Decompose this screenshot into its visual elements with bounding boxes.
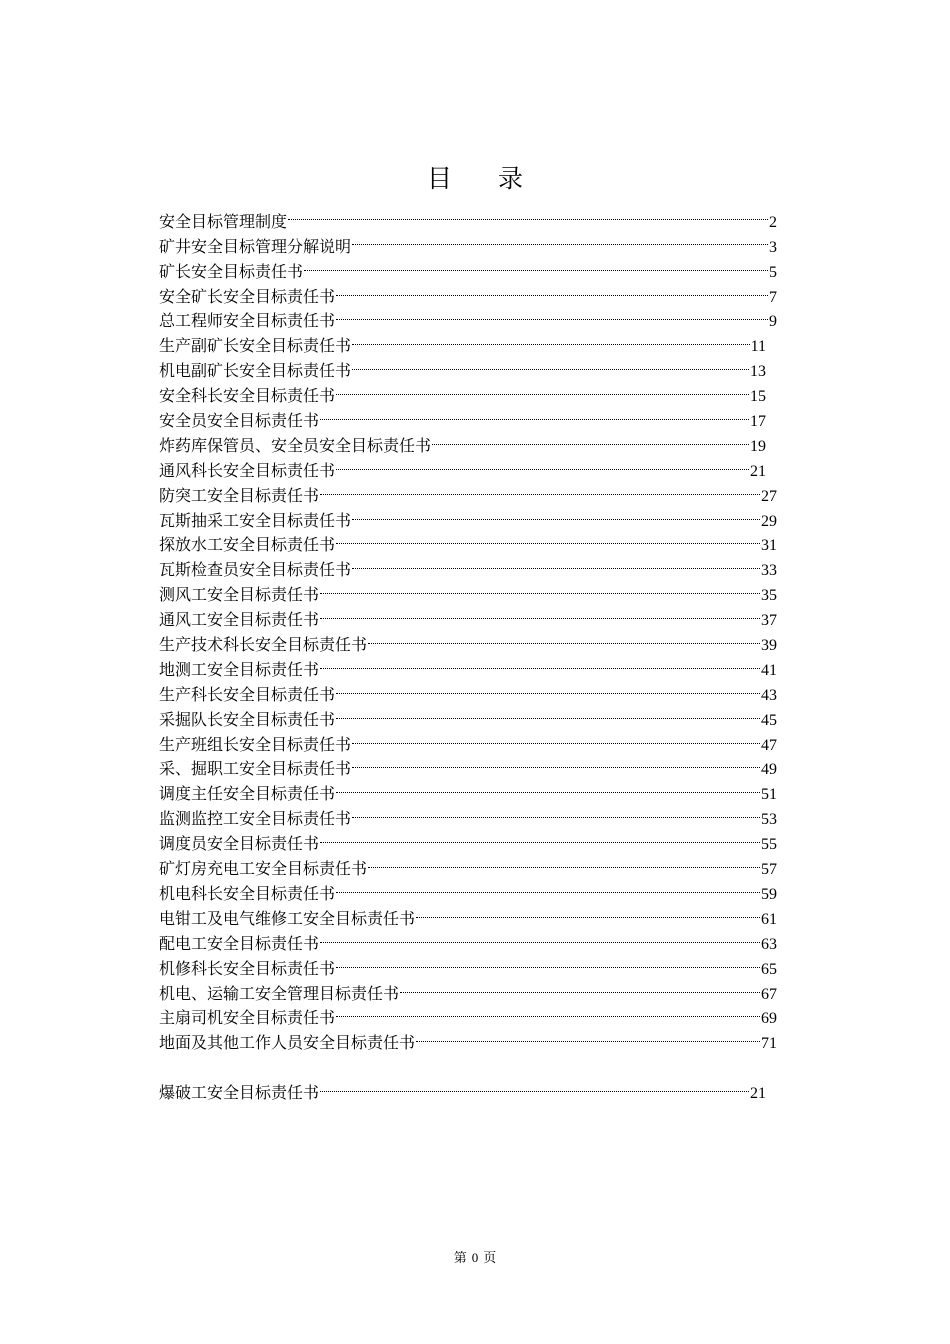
dot-leader: [352, 750, 760, 775]
dot-leader: [336, 376, 749, 401]
footer-page-number: 0: [471, 1250, 479, 1265]
dot-leader: [320, 401, 749, 426]
toc-entry-page-number: 49: [761, 761, 777, 779]
toc-entry-page-number: 61: [761, 910, 777, 928]
dot-leader: [336, 451, 749, 476]
toc-entry-label: 爆破工安全目标责任书: [159, 1083, 320, 1103]
dot-leader: [320, 824, 760, 849]
toc-entry-page-number: 65: [761, 960, 777, 978]
toc-entry-label: 矿灯房充电工安全目标责任书: [159, 859, 368, 879]
toc-entry-label: 采、掘职工安全目标责任书: [159, 759, 352, 779]
toc-entry-label: 调度员安全目标责任书: [159, 834, 320, 854]
dot-leader: [336, 700, 760, 725]
toc-entry-page-number: 47: [761, 736, 777, 754]
toc-title-char-1: 目: [426, 164, 452, 193]
dot-leader: [336, 774, 760, 799]
toc-entry-page-number: 33: [761, 562, 777, 580]
toc-entry-label: 采掘队长安全目标责任书: [159, 709, 336, 729]
toc-entry-label: 机电副矿长安全目标责任书: [159, 361, 352, 381]
toc-entry-label: 瓦斯抽采工安全目标责任书: [159, 510, 352, 530]
toc-entry-label: 主扇司机安全目标责任书: [159, 1008, 336, 1028]
dot-leader: [336, 277, 768, 302]
dot-leader: [336, 949, 760, 974]
toc-entry-label: 通风科长安全目标责任书: [159, 460, 336, 480]
toc-entry-label: 生产技术科长安全目标责任书: [159, 635, 368, 655]
toc-entry-label: 机修科长安全目标责任书: [159, 958, 336, 978]
toc-entry-page-number: 41: [761, 661, 777, 679]
dot-leader: [416, 899, 760, 924]
dot-leader: [352, 725, 760, 750]
toc-entry-label: 防突工安全目标责任书: [159, 485, 320, 505]
footer-prefix: 第: [453, 1251, 467, 1266]
toc-entry-page-number: 53: [761, 811, 777, 829]
dot-leader: [368, 625, 760, 650]
toc-entry-page-number: 69: [761, 1010, 777, 1028]
toc-entry-page-number: 31: [761, 537, 777, 555]
toc-entry-page-number: 55: [761, 836, 777, 854]
dot-leader: [352, 227, 768, 252]
toc-entry-page-number: 67: [761, 985, 777, 1003]
dot-leader: [320, 476, 760, 501]
dot-leader: [352, 351, 749, 376]
toc-entry-page-number: 45: [761, 711, 777, 729]
toc-entry-page-number: 3: [769, 238, 777, 256]
toc-entry-page-number: 15: [750, 388, 766, 406]
dot-leader: [336, 675, 760, 700]
toc-entry-label: 总工程师安全目标责任书: [159, 311, 336, 331]
toc-entry-page-number: 2: [769, 213, 777, 231]
footer-suffix: 页: [483, 1251, 497, 1266]
toc-entry-page-number: 21: [750, 1085, 766, 1103]
toc-entry-page-number: 43: [761, 686, 777, 704]
toc-entry-page-number: 37: [761, 612, 777, 630]
toc-entry-label: 监测监控工安全目标责任书: [159, 809, 352, 829]
toc-title: [0, 162, 950, 196]
dot-leader: [352, 799, 760, 824]
toc-entry-label: 生产科长安全目标责任书: [159, 684, 336, 704]
dot-leader: [352, 550, 760, 575]
dot-leader: [304, 252, 768, 277]
toc-entry-page-number: 59: [761, 885, 777, 903]
toc-entry-page-number: 29: [761, 512, 777, 530]
toc-entry-label: 调度主任安全目标责任书: [159, 784, 336, 804]
toc-entry-page-number: 71: [761, 1035, 777, 1053]
toc-title-char-2: 录: [498, 164, 524, 193]
toc-entry-label: 安全科长安全目标责任书: [159, 386, 336, 406]
dot-leader: [336, 874, 760, 899]
toc-entry-label: 矿井安全目标管理分解说明: [159, 236, 352, 256]
toc-entry-label: 通风工安全目标责任书: [159, 610, 320, 630]
toc-entry-label: 地面及其他工作人员安全目标责任书: [159, 1033, 416, 1053]
toc-entry-label: 探放水工安全目标责任书: [159, 535, 336, 555]
toc-entry-page-number: 13: [750, 363, 766, 381]
toc-entry-label: 生产班组长安全目标责任书: [159, 734, 352, 754]
toc-entry-label: 电钳工及电气维修工安全目标责任书: [159, 908, 416, 928]
toc-entry[interactable]: [159, 1073, 766, 1103]
toc-entry-page-number: 39: [761, 637, 777, 655]
page-footer: [0, 1249, 950, 1268]
toc-entry-page-number: 7: [769, 288, 777, 306]
dot-leader: [336, 999, 760, 1024]
toc-entry-label: 生产副矿长安全目标责任书: [159, 336, 352, 356]
toc-entry-label: 矿长安全目标责任书: [159, 261, 304, 281]
dot-leader: [352, 326, 750, 351]
toc-entry[interactable]: [159, 202, 777, 231]
toc-entry-page-number: 27: [761, 487, 777, 505]
toc-entry-page-number: 51: [761, 786, 777, 804]
dot-leader: [320, 575, 760, 600]
toc-entry-page-number: 9: [769, 313, 777, 331]
toc-entry-page-number: 19: [750, 437, 766, 455]
dot-leader: [320, 924, 760, 949]
dot-leader: [368, 849, 760, 874]
dot-leader: [320, 600, 760, 625]
dot-leader: [320, 1073, 749, 1098]
dot-leader: [416, 1023, 760, 1048]
toc-entry-page-number: 35: [761, 587, 777, 605]
dot-leader: [400, 974, 760, 999]
dot-leader: [352, 501, 760, 526]
dot-leader: [336, 526, 760, 551]
dot-leader: [288, 202, 768, 227]
toc-entry-page-number: 63: [761, 935, 777, 953]
toc-entry-page-number: 21: [750, 462, 766, 480]
dot-leader: [336, 302, 768, 327]
table-of-contents: [159, 202, 777, 1103]
toc-entry-label: 炸药库保管员、安全员安全目标责任书: [159, 435, 432, 455]
toc-entry-label: 机电、运输工安全管理目标责任书: [159, 983, 400, 1003]
toc-entry-page-number: 5: [769, 263, 777, 281]
toc-entry-label: 安全目标管理制度: [159, 211, 288, 231]
toc-entry-label: 机电科长安全目标责任书: [159, 883, 336, 903]
toc-entry-label: 安全矿长安全目标责任书: [159, 286, 336, 306]
toc-entry-label: 瓦斯检查员安全目标责任书: [159, 560, 352, 580]
toc-entry-label: 地测工安全目标责任书: [159, 659, 320, 679]
toc-entry-page-number: 11: [750, 338, 766, 356]
toc-entry-page-number: 17: [750, 413, 766, 431]
toc-entry-label: 测风工安全目标责任书: [159, 585, 320, 605]
toc-entry-label: 安全员安全目标责任书: [159, 411, 320, 431]
toc-entry-page-number: 57: [761, 861, 777, 879]
toc-entry-label: 配电工安全目标责任书: [159, 933, 320, 953]
dot-leader: [432, 426, 749, 451]
dot-leader: [320, 650, 760, 675]
